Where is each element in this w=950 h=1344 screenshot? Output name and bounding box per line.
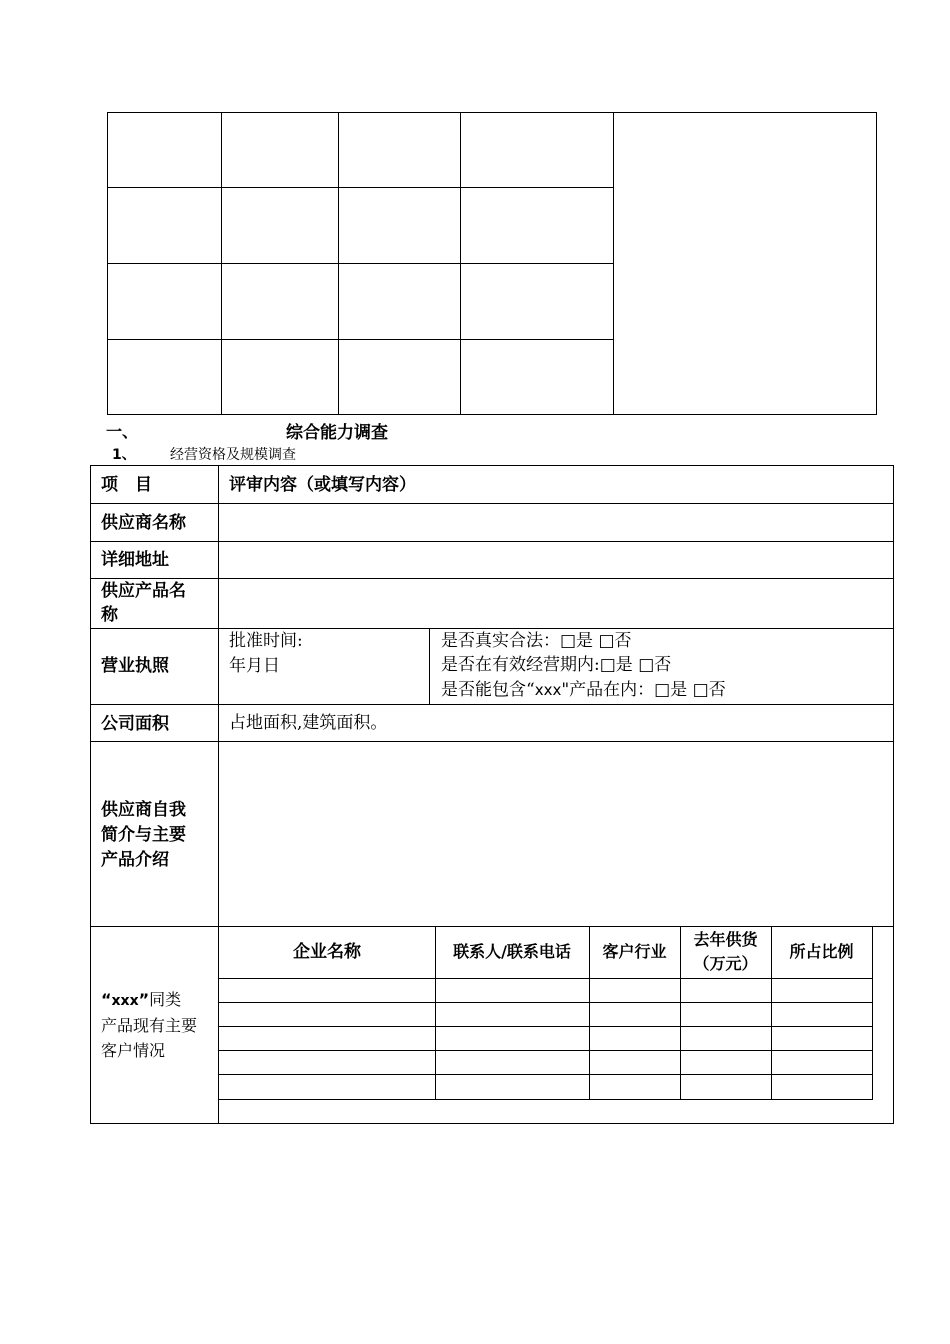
intro-label-line3: 产品介绍 xyxy=(101,850,169,870)
license-check-valid[interactable]: 是否在有效经营期内:□是 □否 xyxy=(441,655,672,675)
section-number: 一、 xyxy=(106,422,139,441)
intro-field[interactable] xyxy=(219,742,893,926)
grid-row-line xyxy=(107,339,613,340)
supplier-name-field[interactable] xyxy=(219,504,893,541)
col-supply-line2: （万元） xyxy=(693,954,758,973)
license-check-legal[interactable]: 是否真实合法：□是 □否 xyxy=(441,631,632,651)
license-label: 营业执照 xyxy=(101,656,169,676)
customers-label-quote-close: ” xyxy=(138,990,150,1009)
intro-label-line2: 简介与主要 xyxy=(101,825,186,845)
license-check-scope-prefix: 是否能包含“ xyxy=(441,680,535,700)
col-supply-line1: 去年供货 xyxy=(693,930,758,949)
customers-table xyxy=(219,927,873,1099)
form-row-line xyxy=(91,704,893,705)
license-col-divider xyxy=(429,628,430,704)
col-industry: 客户行业 xyxy=(602,942,667,961)
grid-col-line xyxy=(613,112,614,415)
company-area-label: 公司面积 xyxy=(101,714,169,734)
customers-label-line3: 客户情况 xyxy=(101,1041,166,1060)
license-check-scope-suffix: "产品在内：□是 □否 xyxy=(561,680,726,700)
customers-label-quote-open: “ xyxy=(101,990,112,1009)
customers-label-line2: 产品现有主要 xyxy=(101,1016,198,1035)
top-blank-grid xyxy=(107,112,877,415)
col-ratio: 所占比例 xyxy=(789,942,854,961)
table-row[interactable] xyxy=(219,1003,872,1026)
grid-row-line xyxy=(107,263,613,264)
grid-row-line xyxy=(107,187,613,188)
customers-label-code: xxx xyxy=(111,993,139,1009)
header-item-label: 项 目 xyxy=(101,475,152,495)
approval-time-label: 批准时间: xyxy=(229,631,303,651)
table-row[interactable] xyxy=(219,1075,872,1099)
table-row[interactable] xyxy=(219,979,872,1002)
license-check-scope[interactable] xyxy=(441,678,726,702)
company-area-value[interactable]: 占地面积,建筑面积。 xyxy=(229,713,388,733)
section-title: 综合能力调查 xyxy=(286,423,388,443)
product-name-field[interactable] xyxy=(219,579,893,628)
cust-bottom-line xyxy=(219,1099,873,1100)
col-company: 企业名称 xyxy=(293,942,361,962)
customers-label-line1 xyxy=(101,988,181,1013)
license-check-scope-code: xxx xyxy=(534,681,562,699)
approval-date: 年月日 xyxy=(229,656,280,676)
header-content-label: 评审内容（或填写内容） xyxy=(229,475,416,495)
col-contact: 联系人/联系电话 xyxy=(453,942,571,961)
address-field[interactable] xyxy=(219,542,893,578)
supplier-name-label: 供应商名称 xyxy=(101,513,186,533)
table-row[interactable] xyxy=(219,1027,872,1050)
address-label: 详细地址 xyxy=(101,550,169,570)
subsection-title: 经营资格及规模调查 xyxy=(170,447,296,463)
product-name-label-line2: 称 xyxy=(101,605,118,625)
product-name-label-line1: 供应产品名 xyxy=(101,581,186,601)
qualification-form xyxy=(90,465,894,1124)
customers-label-suffix: 同类 xyxy=(149,990,182,1009)
table-row[interactable] xyxy=(219,1051,872,1074)
intro-label-line1: 供应商自我 xyxy=(101,800,186,820)
subsection-number: 1、 xyxy=(112,447,136,463)
